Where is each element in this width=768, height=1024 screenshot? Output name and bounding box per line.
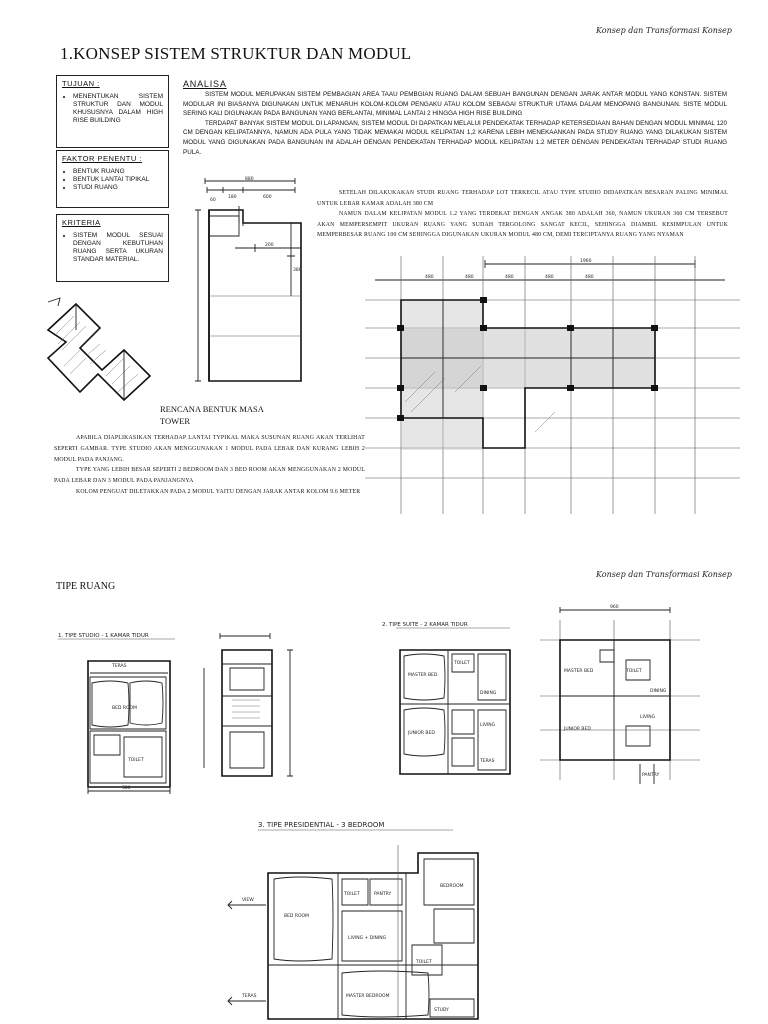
faktor-list [62,168,163,192]
page-title: 1.KONSEP SISTEM STRUKTUR DAN MODUL [60,44,412,63]
tower-mass-sketch [40,296,175,406]
list-item: • BENTUK LANTAI TIPIKAL [73,176,163,184]
presidential-study-label: STUDY [434,1008,449,1013]
studio-plan-sketch [50,625,195,795]
tujuan-box [56,75,169,148]
suite-dining-label: DINING [480,691,497,696]
presidential-toilet-label-2: TOILET [416,960,432,965]
studio-module-sketch [195,176,310,386]
studio-bed-label: BED ROOM [112,706,137,711]
masa-text [54,433,365,498]
list-item: • SISTEM MODUL SESUAI DENGAN KEBUTUHAN RUANG SERTA UKURAN STANDAR MATERIAL. [73,232,163,264]
tipe-studio-panel [50,625,195,795]
presidential-bed-room-label: BED ROOM [284,914,309,919]
tujuan-list [62,93,163,125]
dim-label: 200 [265,243,274,248]
presidential-living-label: LIVING + DINING [348,936,387,941]
suite-module-detail-sketch [530,600,700,790]
presidential-title: 3. TIPE PRESIDENTIAL - 3 BEDROOM [258,821,385,829]
presidential-bedroom-label: BEDROOM [440,884,464,889]
masa-paragraph-2: TYPE YANG LEBIH BESAR SEPERTI 2 BEDROOM DAN 3 BED ROOM AKAN MENGGUNAKAN 2 MODUL PADA LEBAR DAN 3 MODUL PADA PANJANGNYA [54,467,365,485]
masa-caption-line-2: TOWER [160,416,191,426]
suite-pantry-label: PANTRY [642,773,660,778]
masa-caption [160,403,264,427]
masa-paragraph-3: KOLOM PENGUAT DILETAKKAN PADA 2 MODUL YAITU DENGAN JARAK ANTAR KOLOM 9.6 METER [76,488,361,495]
dim-label: 960 [610,605,619,610]
presidential-master-label: MASTER BEDROOM [346,994,390,999]
masa-caption-line-1: RENCANA BENTUK MASA [160,404,264,414]
dim-label: 180 [228,195,237,200]
studi-paragraph-1: SETELAH DILAKUKAKAN STUDI RUANG TERHADAP LOT TERKECIL ATAU TYPE STUDIO DIDAPATKAN BESARAN PALING MINIMAL UNTUK LEBAR KAMAR ADALAH 380 CM [317,190,728,207]
suite-title: 2. TIPE SUITE - 2 KAMAR TIDUR [382,622,468,628]
analisa-paragraph-2: TERDAPAT BANYAK SISTEM MODUL DI LAPANGAN, SISTEM MODUL DI DAPATKAN MELALUI PENDEKATAK TERHADAP KETERSEDIAAN BAHAN DENGAN MODUL MINIMAL 120 CM DENGAN KELIPATANNYA, NAMUN ADA PULA YANG TIDAK MEMAKAI MODUL KELIPATAN 1,2 KARENA LEBIH MENEKAANKAN PADA STUDY RUANG YANG DILAKUKAN SISTEM MODUL YANG DIGUNAKAN PADA BANGUNAN INI ADALAH DENGAN PENDEKATAN TERHADAP MODUL KELIPATAN 1.2 METER DENGAN PENDEKATAN TERHADAP STUDI RUANG PULA. [183,119,727,156]
dim-label: 380 [293,268,302,273]
dim-label: 600 [263,195,272,200]
analisa-heading: ANALISA [183,79,227,89]
suite-living-label-2: LIVING [640,715,656,720]
faktor-heading: FAKTOR PENENTU : [62,154,142,163]
tipe-ruang-title: TIPE RUANG [56,581,116,592]
presidential-toilet-label: TOILET [344,892,360,897]
faktor-box [56,150,169,208]
studio-toilet-label: TOILET [128,758,144,763]
suite-master-label-2: MASTER BED [564,669,594,674]
kriteria-list [62,232,163,264]
dim-label: 480 [585,275,594,280]
suite-junior-label: JUNIOR BED [408,731,435,736]
suite-junior-label-2: JUNIOR BED [564,727,591,732]
dim-label: 480 [465,275,474,280]
list-item: • STUDI RUANG [73,184,163,192]
dim-label: 480 [425,275,434,280]
suite-toilet-label-2: TOILET [626,669,642,674]
module-grid-sketch [365,252,740,522]
suite-dining-label-2: DINING [650,689,667,694]
header-script-title: Konsep dan Transformasi Konsep [596,26,732,35]
studio-teras-label: TERAS [112,664,127,669]
suite-master-label: MASTER BED [408,673,438,678]
analisa-text [183,90,727,157]
dim-label: 1960 [580,259,592,264]
studi-text [317,188,728,241]
presidential-view-label: VIEW [242,898,254,903]
suite-teras-label: TERAS [480,759,495,764]
presidential-plan-sketch [228,805,518,1020]
presidential-pantry-label: PANTRY [374,892,392,897]
dim-label: 880 [245,177,254,182]
analisa-paragraph-1: SISTEM MODUL MERUPAKAN SISTEM PEMBAGIAN AREA TAAU PEMBGIAN RUANG DALAM SEBUAH BANGUNAN DENGAN JARAK ANTAR MODUL YANG KONSTAN. SISTEM MODULAR INI BIASANYA DIGUNAKAN UNTUK MENARUH KOLOM-KOLOM PENGAKU ATAU KOLOM SEBAGAI STRUKTUR UTAMA DALAM MENOPANG BANGUNAN. SISTE MODUL SERING KALI DIGUNAKAN PADA BANGUNAN YANG BERLANTAI, MINIMAL LANTAI 2 HINGGA HIGH RISE BUILDING [183,91,727,118]
list-item: • BENTUK RUANG [73,168,163,176]
masa-paragraph-1: APABILA DIAPLIKASIKAN TERHADAP LANTAI TYPIKAL MAKA SUSUNAN RUANG AKAN TERLIHAT SEPERTI GAMBAR. TYPE STUDIO AKAN MENGGUNAKAN 1 MODUL PADA LEBAR DAN KURANG LEBIH 2 MODUL PADA PANJANG. [54,435,365,463]
kriteria-heading: KRITERIA [62,218,101,227]
suite-toilet-label: TOILET [454,661,470,666]
presidential-teras-label: TERAS [242,994,257,999]
studi-paragraph-2: NAMUN DALAM KELIPATAN MODUL 1.2 YANG TERDEKAT DENGAN ANGAK 380 ADALAH 360, NAMUN UKURAN 360 CM TERSEBUT AKAN MEMPERSEMPIT UKURAN RUANG YANG SUDAH TERGOLONG SANGAT KECIL, SEHINGGA DIAMBIL KESIMPULAN UNTUK MEMPERBESAR RUANG 100 CM SEHINGGA DIGUNAKAN UKURAN MODUL 480 CM, DEMI TERCIPTANYA RUANG YANG NYAMAN [317,211,728,238]
dim-label: 60 [210,198,216,203]
dim-label: 380 [122,786,131,791]
studio-title: 1. TIPE STUDIO - 1 KAMAR TIDUR [58,633,149,639]
grid-module-labels [425,274,594,280]
kriteria-box [56,214,169,282]
dim-label: 480 [545,275,554,280]
studio-module-detail-sketch [200,628,310,788]
dim-label: 480 [505,275,514,280]
suite-living-label: LIVING [480,723,496,728]
header-script-title-2: Konsep dan Transformasi Konsep [596,570,732,579]
suite-plan-sketch [378,614,528,784]
list-item: • MENENTUKAN SISTEM STRUKTUR DAN MODUL KHUSUSNYA DALAM HIGH RISE BUILDING [73,93,163,125]
tujuan-heading: TUJUAN : [62,79,100,88]
